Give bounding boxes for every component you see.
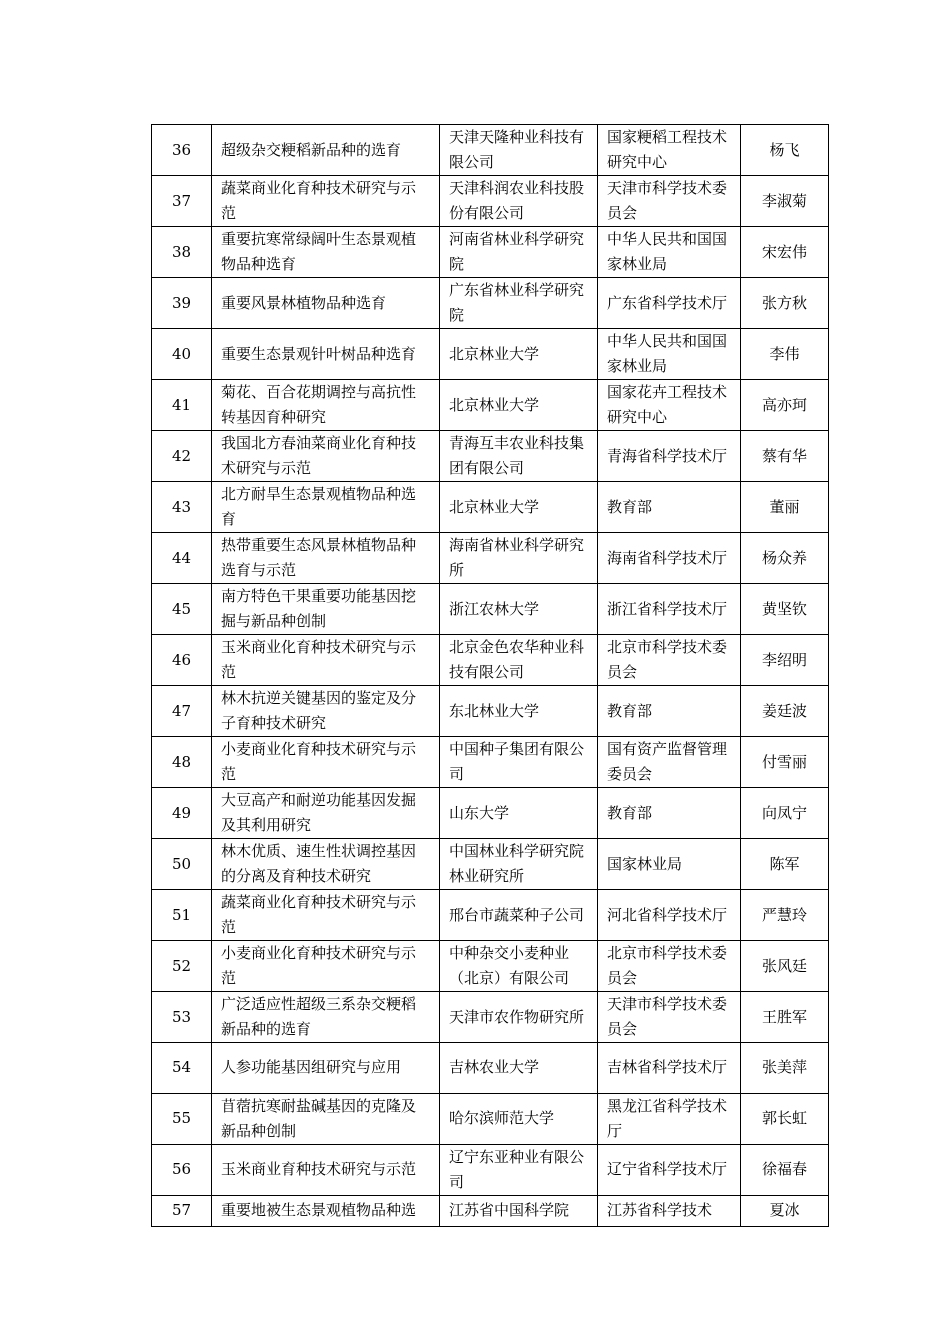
project-table xyxy=(151,124,829,1227)
table-row xyxy=(152,788,829,839)
row-number: 45 xyxy=(152,584,212,635)
table-row xyxy=(152,992,829,1043)
project-leader: 陈军 xyxy=(741,839,829,890)
project-name: 人参功能基因组研究与应用 xyxy=(212,1043,440,1094)
project-leader: 杨飞 xyxy=(741,125,829,176)
undertaking-organization: 邢台市蔬菜种子公司 xyxy=(440,890,598,941)
recommending-department: 浙江省科学技术厅 xyxy=(598,584,741,635)
table-row xyxy=(152,380,829,431)
undertaking-organization: 北京林业大学 xyxy=(440,380,598,431)
recommending-department: 国家粳稻工程技术研究中心 xyxy=(598,125,741,176)
table-row xyxy=(152,278,829,329)
project-leader: 夏冰 xyxy=(741,1195,829,1226)
project-leader: 姜廷波 xyxy=(741,686,829,737)
undertaking-organization: 北京金色农华种业科技有限公司 xyxy=(440,635,598,686)
project-leader: 张美萍 xyxy=(741,1043,829,1094)
recommending-department: 天津市科学技术委员会 xyxy=(598,176,741,227)
project-leader: 严慧玲 xyxy=(741,890,829,941)
project-leader: 杨众养 xyxy=(741,533,829,584)
recommending-department: 中华人民共和国国家林业局 xyxy=(598,227,741,278)
row-number: 57 xyxy=(152,1195,212,1226)
project-name: 重要地被生态景观植物品种选 xyxy=(212,1195,440,1226)
undertaking-organization: 吉林农业大学 xyxy=(440,1043,598,1094)
table-row xyxy=(152,125,829,176)
undertaking-organization: 天津科润农业科技股份有限公司 xyxy=(440,176,598,227)
undertaking-organization: 广东省林业科学研究院 xyxy=(440,278,598,329)
table-row xyxy=(152,839,829,890)
undertaking-organization: 北京林业大学 xyxy=(440,482,598,533)
row-number: 37 xyxy=(152,176,212,227)
project-leader: 黄坚钦 xyxy=(741,584,829,635)
project-name: 广泛适应性超级三系杂交粳稻新品种的选育 xyxy=(212,992,440,1043)
undertaking-organization: 辽宁东亚种业有限公司 xyxy=(440,1144,598,1195)
row-number: 38 xyxy=(152,227,212,278)
table-row xyxy=(152,431,829,482)
table-row xyxy=(152,584,829,635)
project-leader: 李伟 xyxy=(741,329,829,380)
project-name: 玉米商业化育种技术研究与示范 xyxy=(212,635,440,686)
table-row xyxy=(152,533,829,584)
table-row xyxy=(152,890,829,941)
recommending-department: 国家花卉工程技术研究中心 xyxy=(598,380,741,431)
undertaking-organization: 江苏省中国科学院 xyxy=(440,1195,598,1226)
row-number: 42 xyxy=(152,431,212,482)
row-number: 50 xyxy=(152,839,212,890)
project-name: 我国北方春油菜商业化育种技术研究与示范 xyxy=(212,431,440,482)
recommending-department: 黑龙江省科学技术厅 xyxy=(598,1093,741,1144)
recommending-department: 河北省科学技术厅 xyxy=(598,890,741,941)
project-name: 林木优质、速生性状调控基因的分离及育种技术研究 xyxy=(212,839,440,890)
table-row xyxy=(152,329,829,380)
project-name: 小麦商业化育种技术研究与示范 xyxy=(212,737,440,788)
project-leader: 付雪丽 xyxy=(741,737,829,788)
project-name: 重要生态景观针叶树品种选育 xyxy=(212,329,440,380)
undertaking-organization: 海南省林业科学研究所 xyxy=(440,533,598,584)
project-name: 菊花、百合花期调控与高抗性转基因育种研究 xyxy=(212,380,440,431)
row-number: 36 xyxy=(152,125,212,176)
undertaking-organization: 中种杂交小麦种业（北京）有限公司 xyxy=(440,941,598,992)
undertaking-organization: 河南省林业科学研究院 xyxy=(440,227,598,278)
table-row xyxy=(152,941,829,992)
row-number: 43 xyxy=(152,482,212,533)
project-name: 蔬菜商业化育种技术研究与示范 xyxy=(212,176,440,227)
project-name: 玉米商业育种技术研究与示范 xyxy=(212,1144,440,1195)
row-number: 44 xyxy=(152,533,212,584)
undertaking-organization: 青海互丰农业科技集团有限公司 xyxy=(440,431,598,482)
row-number: 41 xyxy=(152,380,212,431)
row-number: 39 xyxy=(152,278,212,329)
row-number: 49 xyxy=(152,788,212,839)
table-row xyxy=(152,227,829,278)
undertaking-organization: 哈尔滨师范大学 xyxy=(440,1093,598,1144)
recommending-department: 中华人民共和国国家林业局 xyxy=(598,329,741,380)
project-name: 林木抗逆关键基因的鉴定及分子育种技术研究 xyxy=(212,686,440,737)
project-name: 北方耐旱生态景观植物品种选育 xyxy=(212,482,440,533)
table-row xyxy=(152,482,829,533)
recommending-department: 教育部 xyxy=(598,686,741,737)
undertaking-organization: 浙江农林大学 xyxy=(440,584,598,635)
recommending-department: 教育部 xyxy=(598,788,741,839)
recommending-department: 天津市科学技术委员会 xyxy=(598,992,741,1043)
recommending-department: 广东省科学技术厅 xyxy=(598,278,741,329)
undertaking-organization: 北京林业大学 xyxy=(440,329,598,380)
undertaking-organization: 天津市农作物研究所 xyxy=(440,992,598,1043)
undertaking-organization: 东北林业大学 xyxy=(440,686,598,737)
project-leader: 张方秋 xyxy=(741,278,829,329)
recommending-department: 国家林业局 xyxy=(598,839,741,890)
project-leader: 李绍明 xyxy=(741,635,829,686)
row-number: 51 xyxy=(152,890,212,941)
project-name: 苜蓿抗寒耐盐碱基因的克隆及新品种创制 xyxy=(212,1093,440,1144)
row-number: 40 xyxy=(152,329,212,380)
table-row xyxy=(152,737,829,788)
row-number: 46 xyxy=(152,635,212,686)
project-name: 超级杂交粳稻新品种的选育 xyxy=(212,125,440,176)
project-leader: 李淑菊 xyxy=(741,176,829,227)
project-leader: 高亦珂 xyxy=(741,380,829,431)
table-row xyxy=(152,1093,829,1144)
undertaking-organization: 天津天隆种业科技有限公司 xyxy=(440,125,598,176)
table-row xyxy=(152,635,829,686)
recommending-department: 教育部 xyxy=(598,482,741,533)
project-name: 大豆高产和耐逆功能基因发掘及其利用研究 xyxy=(212,788,440,839)
undertaking-organization: 山东大学 xyxy=(440,788,598,839)
project-name: 重要抗寒常绿阔叶生态景观植物品种选育 xyxy=(212,227,440,278)
table-row xyxy=(152,1195,829,1226)
recommending-department: 国有资产监督管理委员会 xyxy=(598,737,741,788)
table-row xyxy=(152,1144,829,1195)
recommending-department: 江苏省科学技术 xyxy=(598,1195,741,1226)
row-number: 55 xyxy=(152,1093,212,1144)
row-number: 53 xyxy=(152,992,212,1043)
row-number: 48 xyxy=(152,737,212,788)
project-leader: 徐福春 xyxy=(741,1144,829,1195)
project-leader: 郭长虹 xyxy=(741,1093,829,1144)
project-name: 南方特色干果重要功能基因挖掘与新品种创制 xyxy=(212,584,440,635)
project-name: 蔬菜商业化育种技术研究与示范 xyxy=(212,890,440,941)
project-leader: 向凤宁 xyxy=(741,788,829,839)
table-row xyxy=(152,176,829,227)
table-row xyxy=(152,1043,829,1094)
project-leader: 宋宏伟 xyxy=(741,227,829,278)
recommending-department: 青海省科学技术厅 xyxy=(598,431,741,482)
recommending-department: 吉林省科学技术厅 xyxy=(598,1043,741,1094)
project-name: 小麦商业化育种技术研究与示范 xyxy=(212,941,440,992)
table-row xyxy=(152,686,829,737)
project-leader: 王胜军 xyxy=(741,992,829,1043)
table-body xyxy=(152,125,829,1227)
project-name: 热带重要生态风景林植物品种选育与示范 xyxy=(212,533,440,584)
recommending-department: 辽宁省科学技术厅 xyxy=(598,1144,741,1195)
row-number: 47 xyxy=(152,686,212,737)
undertaking-organization: 中国林业科学研究院林业研究所 xyxy=(440,839,598,890)
project-name: 重要风景林植物品种选育 xyxy=(212,278,440,329)
row-number: 52 xyxy=(152,941,212,992)
recommending-department: 北京市科学技术委员会 xyxy=(598,941,741,992)
recommending-department: 海南省科学技术厅 xyxy=(598,533,741,584)
project-leader: 张风廷 xyxy=(741,941,829,992)
project-leader: 蔡有华 xyxy=(741,431,829,482)
row-number: 54 xyxy=(152,1043,212,1094)
recommending-department: 北京市科学技术委员会 xyxy=(598,635,741,686)
undertaking-organization: 中国种子集团有限公司 xyxy=(440,737,598,788)
project-leader: 董丽 xyxy=(741,482,829,533)
row-number: 56 xyxy=(152,1144,212,1195)
